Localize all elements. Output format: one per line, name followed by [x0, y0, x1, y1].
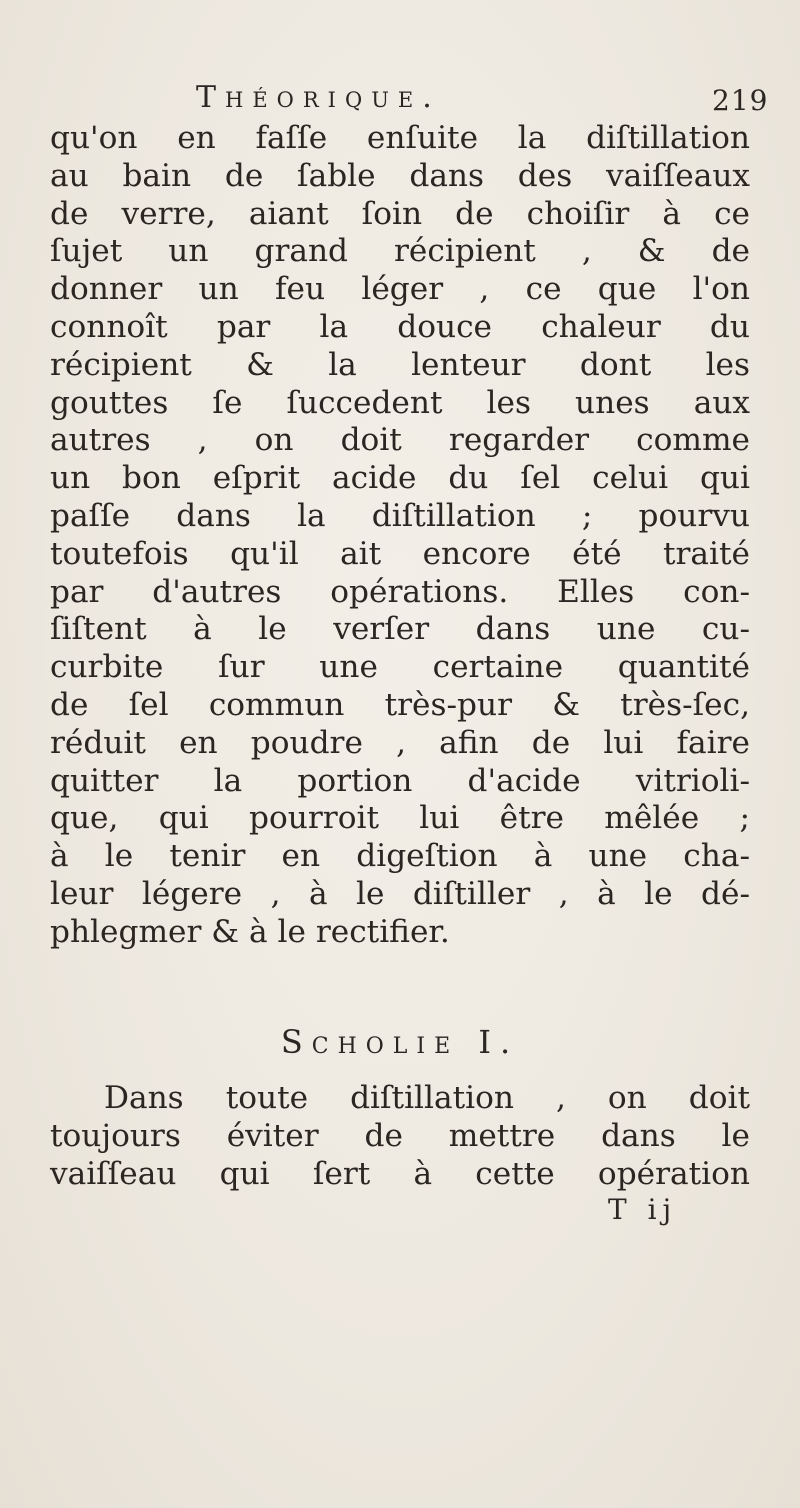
text-line: ſujet un grand récipient , & de — [50, 233, 750, 270]
text-line: leur légere , à le diſtiller , à le dé- — [50, 875, 750, 912]
text-line: de ſel commun très-pur & très-ſec, — [50, 686, 750, 723]
signature-mark: T ij — [608, 1193, 678, 1226]
main-paragraph — [50, 120, 750, 952]
text-line: ſiſtent à le verſer dans une cu- — [50, 611, 750, 648]
text-line: un bon eſprit acide du ſel celui qui — [50, 460, 750, 497]
text-line: toujours éviter de mettre dans le — [50, 1117, 750, 1154]
text-line: récipient & la lenteur dont les — [50, 346, 750, 383]
text-line: à le tenir en digeſtion à une cha- — [50, 838, 750, 875]
text-line: qu'on en faſſe enſuite la diſtillation — [50, 120, 750, 156]
text-line: au bain de ſable dans des vaiſſeaux — [50, 157, 750, 194]
text-line: phlegmer & à le rectifier. — [50, 913, 450, 950]
text-line: par d'autres opérations. Elles con- — [50, 573, 750, 610]
text-line: paſſe dans la diſtillation ; pourvu — [50, 497, 750, 534]
text-line: de verre, aiant ſoin de choiſir à ce — [50, 195, 750, 232]
text-line: quitter la portion d'acide vitrioli- — [50, 762, 750, 799]
section-heading: Scholie I. — [280, 1023, 520, 1061]
page-number: 219 — [712, 84, 769, 117]
text-line: gouttes ſe ſuccedent les unes aux — [50, 384, 750, 421]
text-line: que, qui pourroit lui être mêlée ; — [50, 800, 750, 837]
text-line: autres , on doit regarder comme — [50, 422, 750, 459]
running-title: Théorique. — [196, 80, 441, 115]
text-line: donner un feu léger , ce que l'on — [50, 271, 750, 308]
text-line: réduit en poudre , afin de lui faire — [50, 724, 750, 761]
text-line: connoît par la douce chaleur du — [50, 308, 750, 345]
section-paragraph — [50, 1080, 750, 1193]
text-line: vaiſſeau qui ſert à cette opération — [50, 1155, 750, 1192]
text-line: Dans toute diſtillation , on doit — [104, 1080, 750, 1116]
text-line: curbite ſur une certaine quantité — [50, 649, 750, 686]
text-line: toutefois qu'il ait encore été traité — [50, 535, 750, 572]
